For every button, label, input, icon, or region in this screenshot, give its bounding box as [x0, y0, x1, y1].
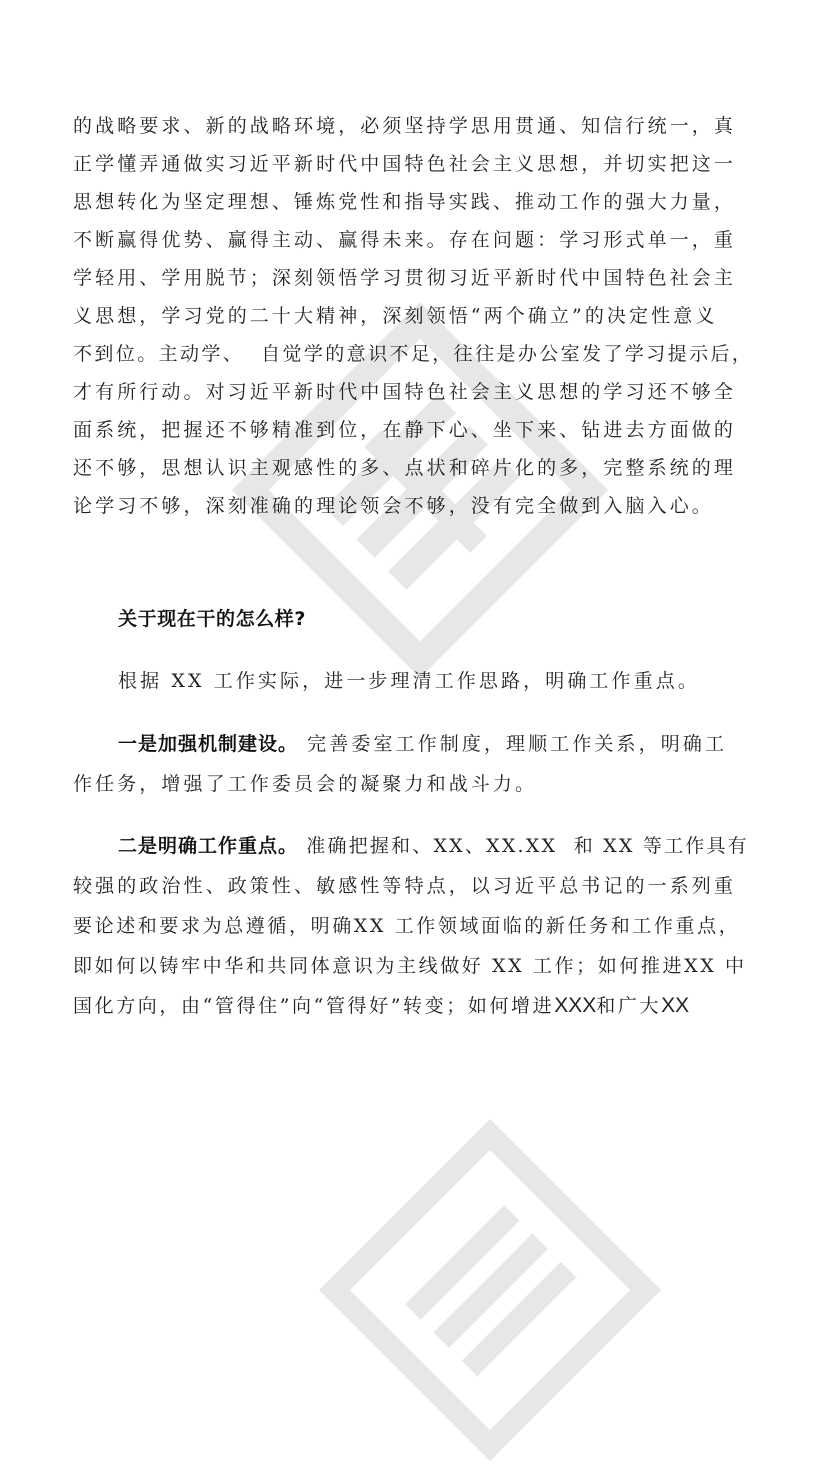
placeholder-xxx: XXX: [554, 994, 597, 1017]
text-line: 即如何以铸牢中华和共同体意识为主线做好 XX 工作；如何推进XX 中: [73, 955, 747, 977]
text-line: 作任务，增强了工作委员会的凝聚力和战斗力。: [73, 773, 538, 795]
item-lead: 二是明确工作重点。: [118, 835, 299, 857]
item-text: 完善委室工作制度，理顺工作关系，明确工: [298, 733, 728, 755]
text-line: 的战略要求、新的战略环境，必须坚持学思用贯通、知信行统一，真: [73, 115, 737, 137]
intro-line: 根据 XX 工作实际，进一步理清工作思路，明确工作重点。: [118, 670, 700, 692]
text-line: [118, 731, 727, 757]
diamond-logo-watermark-icon: [310, 1110, 670, 1470]
text-line: 还不够，思想认识主观感性的多、点状和碎片化的多，完整系统的理: [73, 457, 737, 479]
text-line: 要论述和要求为总遵循，明确XX 工作领域面临的新任务和工作重点，: [73, 915, 741, 937]
text-line: 学轻用、学用脱节；深刻领悟学习贯彻习近平新时代中国特色社会主: [73, 267, 737, 289]
text-line: 正学懂弄通做实习近平新时代中国特色社会主义思想，并切实把这一: [73, 153, 737, 175]
text-line: 不到位。主动学、 自觉学的意识不足，往往是办公室发了学习提示后，: [73, 343, 754, 365]
text-line: [73, 993, 689, 1019]
item-text: 国化方向，由“管得住”向“管得好”转变；如何增进: [73, 995, 555, 1017]
placeholder-xx: XX: [661, 994, 690, 1017]
item-text: 准确把握和、XX、XX.XX 和 XX 等工作具有: [298, 835, 749, 857]
section-heading: 关于现在干的怎么样?: [118, 608, 307, 630]
text-line: 思想转化为坚定理想、锤炼党性和指导实践、推动工作的强大力量，: [73, 191, 737, 213]
text-line: 较强的政治性、政策性、敏感性等特点，以习近平总书记的一系列重: [73, 875, 737, 897]
text-line: 论学习不够，深刻准确的理论领会不够，没有完全做到入脑入心。: [73, 495, 714, 517]
text-line: [118, 833, 749, 859]
text-line: 才有所行动。对习近平新时代中国特色社会主义思想的学习还不够全: [73, 381, 737, 403]
item-lead: 一是加强机制建设。: [118, 733, 299, 755]
text-line: 面系统，把握还不够精准到位，在静下心、坐下来、钻进去方面做的: [73, 419, 737, 441]
text-line: 不断赢得优势、赢得主动、赢得未来。存在问题：学习形式单一，重: [73, 229, 737, 251]
text-line: 义思想，学习党的二十大精神，深刻领悟“两个确立”的决定性意义: [73, 305, 718, 327]
item-text: 和广大: [596, 995, 662, 1017]
